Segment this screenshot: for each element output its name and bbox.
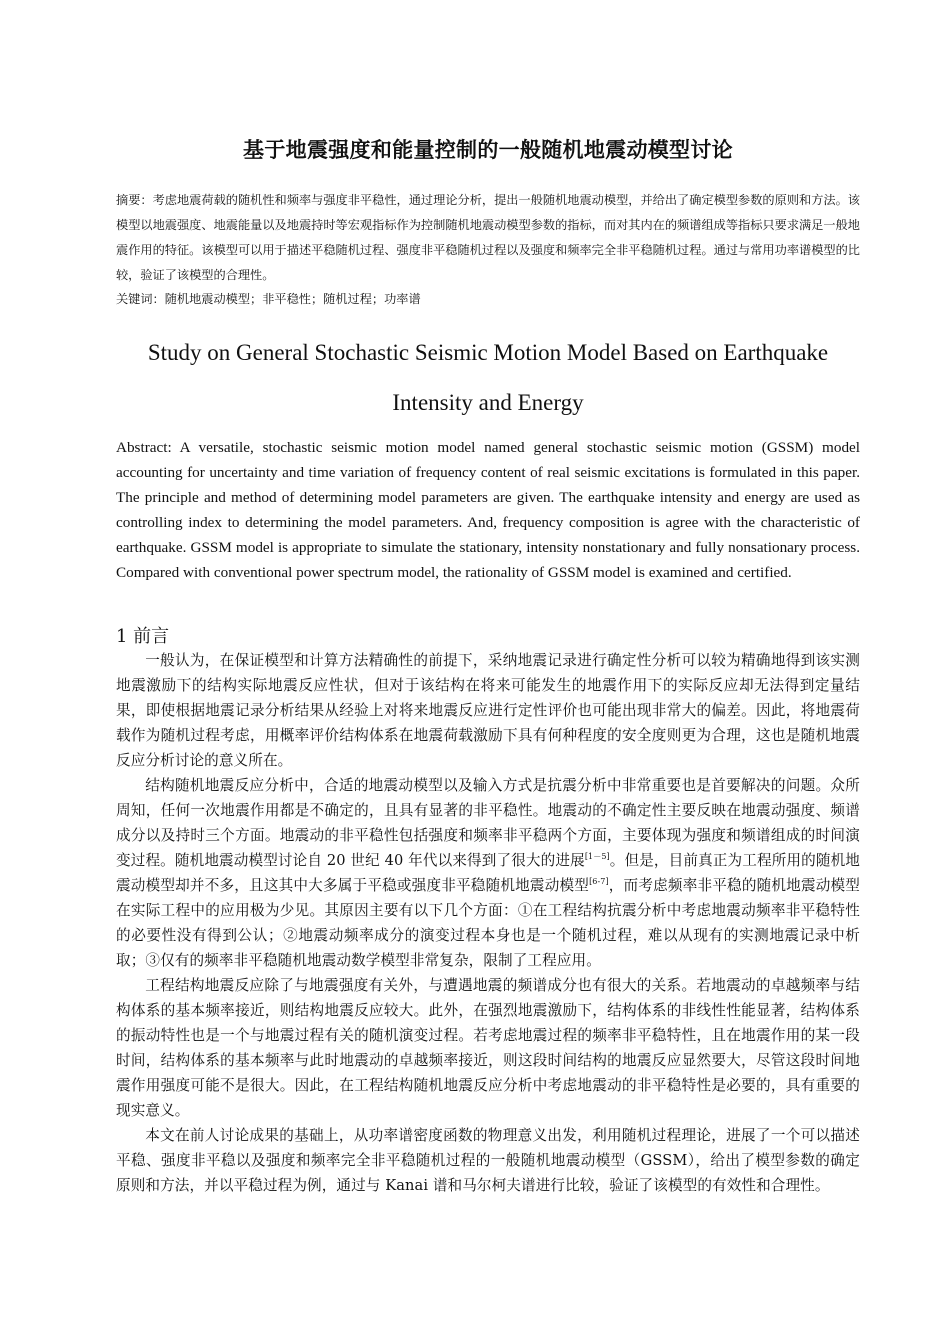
english-title-line-1: Study on General Stochastic Seismic Motion Model Based on Earthquake (147, 340, 829, 365)
paragraph-2-part-c: ，而考虑频率非平稳的随机地震动模型在实际工程中的应用极为少见。其原因主要有以下几个方面：①在工程结构抗震分析中考虑地震动频率非平稳特性的必要性没有得到公认；②地震动频率成分的演变过程本身也是一个随机过程，难以从现有的实测地震记录中析取；③仅有的频率非平稳随机地震动数学模型非常复杂，限制了工程应用。 (116, 877, 861, 969)
chinese-keywords: 关键词：随机地震动模型；非平稳性；随机过程；功率谱 (116, 292, 421, 306)
paragraph-2 (116, 773, 860, 973)
english-title-line-2: Intensity and Energy (392, 390, 584, 415)
english-title (116, 328, 860, 428)
paragraph-2-part-b: 。但是，目前真正为工程所用的随机地震动模型却并不多，且这其中大多属于平稳或强度非平稳随机地震动模型 (116, 852, 860, 894)
paragraph-3: 工程结构地震反应除了与地震强度有关外，与遭遇地震的频谱成分也有很大的关系。若地震动的卓越频率与结构体系的基本频率接近，则结构地震反应较大。此外，在强烈地震激励下，结构体系的非线性性能显著，结构体系的振动特性也是一个与地震过程有关的随机演变过程。若考虑地震过程的频率非平稳特性，且在地震作用的某一段时间，结构体系的基本频率与此时地震动的卓越频率接近，则这段时间结构的地震反应显然要大，尽管这段时间地震作用强度可能不是很大。因此，在工程结构随机地震反应分析中考虑地震动的非平稳特性是必要的，具有重要的现实意义。 (116, 977, 860, 1119)
citation-1-5: [1－5] (584, 852, 610, 862)
paragraph-4: 本文在前人讨论成果的基础上，从功率谱密度函数的物理意义出发，利用随机过程理论，进展了一个可以描述平稳、强度非平稳以及强度和频率完全非平稳随机过程的一般随机地震动模型（GSSM），给出了模型参数的确定原则和方法，并以平稳过程为例，通过与 Kanai 谱和马尔柯夫谱进行比较，验证了该模型的有效性和合理性。 (116, 1127, 860, 1194)
section-heading-introduction: 1 前言 (116, 626, 170, 647)
paragraph-1: 一般认为，在保证模型和计算方法精确性的前提下，采纳地震记录进行确定性分析可以较为精确地得到该实测地震激励下的结构实际地震反应性状，但对于该结构在将来可能发生的地震作用下的实际反应却无法得到定量结果，即使根据地震记录分析结果从经验上对将来地震反应进行定性评价也可能出现非常大的偏差。因此，将地震荷载作为随机过程考虑，用概率评价结构体系在地震荷载激励下具有何种程度的安全度则更为合理，这也是随机地震反应分析讨论的意义所在。 (116, 652, 860, 769)
english-abstract: Abstract: A versatile, stochastic seismic motion model named general stochastic seismic motion (GSSM) model accounting for uncertainty and time variation of frequency content of real seismic excitations is formulated in this paper. The principle and method of determining model parameters are given. The earthquake intensity and energy are used as controlling index to determining the model parameters. And, frequency composition is agree with the characteristic of earthquake. GSSM model is appropriate to simulate the stationary, intensity nonstationary and fully nonsationary process. Compared with conventional power spectrum model, the rationality of GSSM model is examined and certified. (116, 439, 860, 581)
paragraph-2-part-a: 结构随机地震反应分析中，合适的地震动模型以及输入方式是抗震分析中非常重要也是首要解决的问题。众所周知，任何一次地震作用都是不确定的，且具有显著的非平稳性。地震动的不确定性主要反映在地震动强度、频谱成分以及持时三个方面。地震动的非平稳性包括强度和频率非平稳两个方面，主要体现为强度和频谱组成的时间演变过程。随机地震动模型讨论自 20 世纪 40 年代以来得到了很大的进展 (116, 777, 860, 869)
citation-6-7: [6-7] (589, 877, 609, 887)
introduction-body (116, 648, 860, 1198)
chinese-abstract: 摘要：考虑地震荷载的随机性和频率与强度非平稳性，通过理论分析，提出一般随机地震动模型，并给出了确定模型参数的原则和方法。该模型以地震强度、地震能量以及地震持时等宏观指标作为控制随机地震动模型参数的指标，而对其内在的频谱组成等指标只要求满足一般地震作用的特征。该模型可以用于描述平稳随机过程、强度非平稳随机过程以及强度和频率完全非平稳随机过程。通过与常用功率谱模型的比较，验证了该模型的合理性。 (116, 193, 860, 282)
chinese-title: 基于地震强度和能量控制的一般随机地震动模型讨论 (243, 138, 733, 162)
